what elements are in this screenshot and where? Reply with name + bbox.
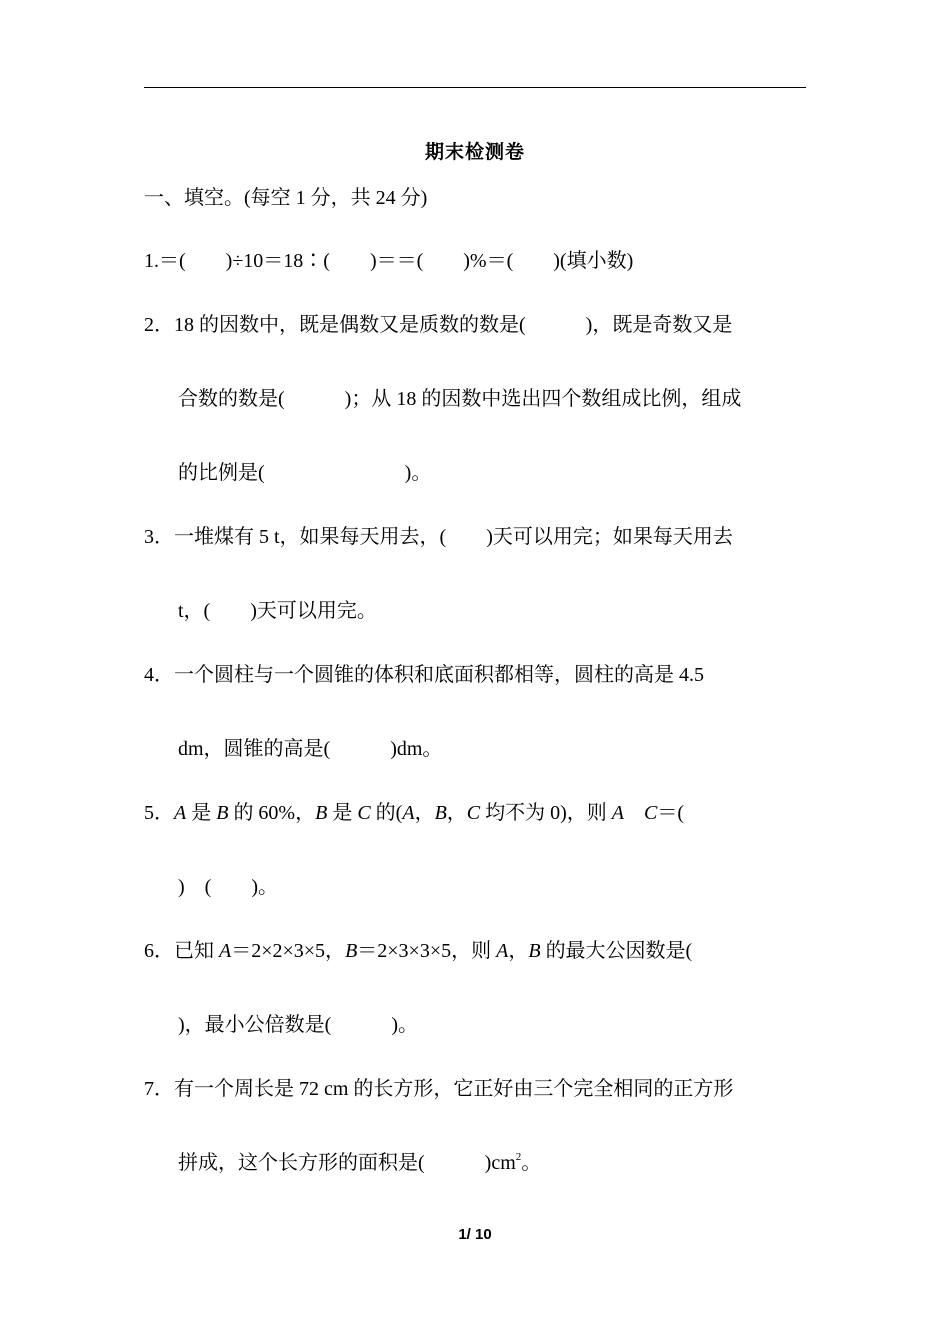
var-b: B	[345, 940, 358, 962]
q6-text: ＝2×2×3×5，	[231, 940, 346, 962]
q5-text	[624, 802, 644, 824]
var-a: A	[496, 940, 509, 962]
var-b: B	[528, 940, 541, 962]
var-b: B	[216, 802, 229, 824]
section-heading: 一、填空。(每空 1 分，共 24 分)	[144, 187, 428, 209]
var-a: A	[219, 940, 232, 962]
question-7-line-2	[178, 1151, 541, 1175]
q5-text: ，	[446, 802, 467, 824]
var-c: C	[466, 802, 481, 824]
question-4-line-1: 4．一个圆柱与一个圆锥的体积和底面积都相等，圆柱的高是 4.5	[144, 664, 704, 686]
question-3-line-2: t，( )天可以用完。	[178, 600, 377, 622]
question-2-line-2: 合数的数是( )；从 18 的因数中选出四个数组成比例，组成	[178, 388, 742, 410]
superscript: 2	[515, 1151, 522, 1163]
q5-text: 是	[327, 802, 358, 824]
var-a: A	[174, 802, 187, 824]
question-2-line-1: 2．18 的因数中，既是偶数又是质数的数是( )，既是奇数又是	[144, 314, 733, 336]
q6-text: ，	[508, 940, 529, 962]
question-7-line-1: 7．有一个周长是 72 cm 的长方形，它正好由三个完全相同的正方形	[144, 1078, 734, 1100]
question-6-line-2: )，最小公倍数是( )。	[178, 1014, 418, 1036]
q5-text: 是	[186, 802, 217, 824]
question-5-line-2: ) ( )。	[178, 876, 278, 898]
q5-num: 5．	[144, 802, 174, 824]
q5-text: 的 60%，	[228, 802, 316, 824]
var-c: C	[357, 802, 371, 824]
q7-text: 拼成，这个长方形的面积是( )cm	[178, 1152, 516, 1174]
var-a: A	[611, 802, 625, 824]
q5-text: ，	[414, 802, 435, 824]
q7-end: 。	[521, 1152, 542, 1174]
header-rule	[144, 87, 806, 88]
var-b: B	[315, 802, 328, 824]
page-number: 1/ 10	[458, 1226, 492, 1243]
q5-text: 的(	[370, 802, 403, 824]
q5-text: 均不为 0)，则	[480, 802, 612, 824]
var-b: B	[434, 802, 447, 824]
page-title: 期末检测卷	[424, 142, 525, 163]
question-2-line-3: 的比例是( )。	[178, 462, 432, 484]
q6-text: ＝2×3×3×5，则	[357, 940, 497, 962]
question-6-line-1	[144, 939, 692, 963]
question-4-line-2: dm，圆锥的高是( )dm。	[178, 738, 443, 760]
q5-text: ＝(	[657, 802, 685, 824]
q6-text: 6．已知	[144, 940, 219, 962]
var-a: A	[402, 802, 415, 824]
q6-text: 的最大公因数是(	[540, 940, 693, 962]
question-5-line-1	[144, 801, 684, 825]
var-c: C	[644, 802, 658, 824]
question-1: 1.＝( )÷10＝18∶( )＝＝( )%＝( )(填小数)	[144, 250, 634, 272]
question-3-line-1: 3．一堆煤有 5 t，如果每天用去，( )天可以用完；如果每天用去	[144, 526, 733, 548]
